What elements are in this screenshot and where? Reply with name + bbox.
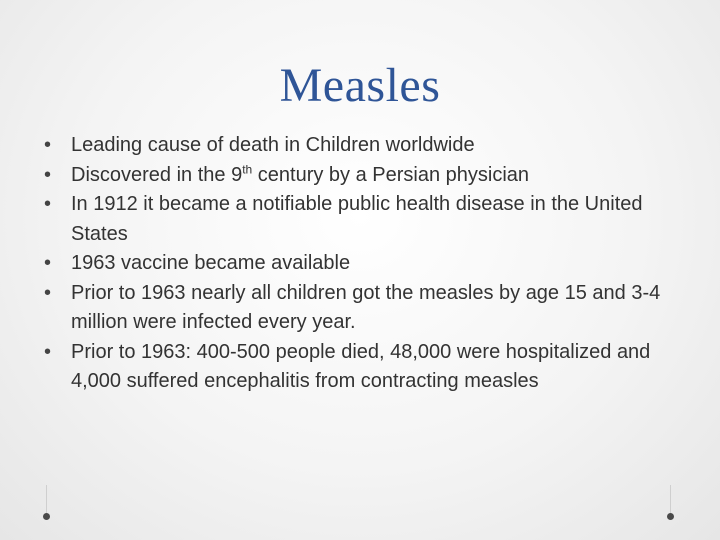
ordinal-superscript: th — [242, 161, 253, 176]
bullet-item — [44, 279, 674, 338]
bullet-text-post: century by a Persian physician — [252, 163, 530, 186]
bullet-list — [44, 131, 674, 397]
bullet-item — [44, 249, 674, 279]
bullet-text: Leading cause of death in Children worldwide — [71, 134, 475, 156]
decorative-dot-right — [667, 513, 674, 520]
bullet-text: 1963 vaccine became available — [71, 252, 351, 274]
bullet-text: Prior to 1963 nearly all children got the measles by age 15 and 3-4 million were infected every year. — [71, 281, 661, 333]
bullet-text-pre: Discovered in the 9 — [71, 163, 243, 186]
bullet-item — [44, 161, 674, 191]
bullet-text: Prior to 1963: 400-500 people died, 48,000 were hospitalized and 4,000 suffered encephalitis from contracting measles — [71, 340, 651, 392]
slide-title: Measles — [279, 59, 441, 112]
decorative-line-left — [46, 485, 47, 515]
bullet-text: In 1912 it became a notifiable public health disease in the United States — [71, 193, 643, 245]
bullet-item — [44, 131, 674, 161]
decorative-dot-left — [43, 513, 50, 520]
bullet-item — [44, 190, 674, 249]
decorative-line-right — [670, 485, 671, 515]
bullet-item — [44, 338, 674, 397]
